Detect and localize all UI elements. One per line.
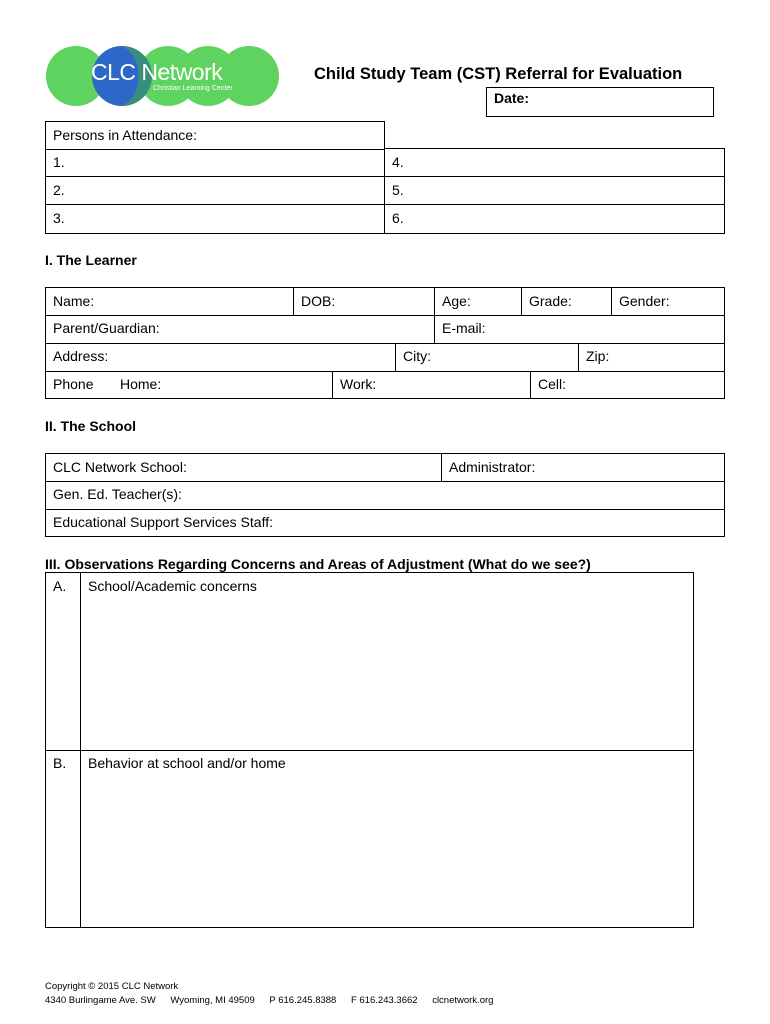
- logo-tagline: Christian Learning Center: [153, 85, 233, 92]
- attendance-cell-2[interactable]: 2.: [45, 177, 385, 205]
- address-field[interactable]: Address:: [45, 343, 396, 372]
- attendance-cell-1[interactable]: 1.: [45, 149, 385, 177]
- footer-city: Wyoming, MI 49509: [170, 995, 255, 1006]
- footer-fax: F 616.243.3662: [350, 995, 418, 1006]
- gen-ed-teacher-field[interactable]: Gen. Ed. Teacher(s):: [45, 481, 725, 510]
- learner-dob-field[interactable]: DOB:: [294, 287, 435, 316]
- footer: [45, 980, 505, 1008]
- attendance-cell-4[interactable]: 4.: [384, 148, 725, 177]
- date-field[interactable]: [486, 87, 714, 117]
- section-observations-heading: III. Observations Regarding Concerns and Areas of Adjustment (What do we see?): [45, 556, 591, 572]
- observation-a-letter: A.: [45, 572, 81, 751]
- date-label: Date:: [494, 90, 530, 106]
- learner-name-field[interactable]: Name:: [45, 287, 294, 316]
- support-staff-field[interactable]: Educational Support Services Staff:: [45, 509, 725, 537]
- footer-address: 4340 Burlingame Ave. SW: [45, 995, 156, 1006]
- phone-home-field[interactable]: [45, 371, 333, 399]
- phone-work-field[interactable]: Work:: [333, 371, 531, 399]
- section-learner-heading: I. The Learner: [45, 252, 137, 268]
- attendance-cell-5[interactable]: 5.: [385, 177, 725, 205]
- form-title: Child Study Team (CST) Referral for Evaluation: [314, 65, 683, 83]
- footer-copyright: Copyright © 2015 CLC Network: [45, 981, 179, 992]
- email-field[interactable]: E-mail:: [435, 315, 725, 344]
- footer-contact: [45, 994, 505, 1008]
- learner-grade-field[interactable]: Grade:: [522, 287, 612, 316]
- learner-gender-field[interactable]: Gender:: [612, 287, 725, 316]
- attendance-cell-6[interactable]: 6.: [385, 205, 725, 234]
- clc-school-field[interactable]: CLC Network School:: [45, 453, 442, 482]
- logo-text: CLC Network: [91, 59, 223, 85]
- footer-phone: P 616.245.8388: [269, 995, 337, 1006]
- school-academic-concerns-field[interactable]: School/Academic concerns: [81, 572, 694, 751]
- observation-b-letter: B.: [45, 750, 81, 928]
- phone-label: Phone: [53, 376, 94, 392]
- phone-cell-field[interactable]: Cell:: [531, 371, 725, 399]
- clc-network-logo: [45, 45, 281, 107]
- attendance-cell-3[interactable]: 3.: [45, 205, 385, 234]
- footer-website-link[interactable]: clcnetwork.org: [432, 995, 494, 1006]
- zip-field[interactable]: Zip:: [579, 343, 725, 372]
- behavior-field[interactable]: Behavior at school and/or home: [81, 750, 694, 928]
- parent-guardian-field[interactable]: Parent/Guardian:: [45, 315, 435, 344]
- city-field[interactable]: City:: [396, 343, 579, 372]
- learner-age-field[interactable]: Age:: [435, 287, 522, 316]
- home-label: Home:: [120, 376, 162, 392]
- attendance-header: Persons in Attendance:: [45, 121, 385, 150]
- section-school-heading: II. The School: [45, 418, 137, 434]
- administrator-field[interactable]: Administrator:: [442, 453, 725, 482]
